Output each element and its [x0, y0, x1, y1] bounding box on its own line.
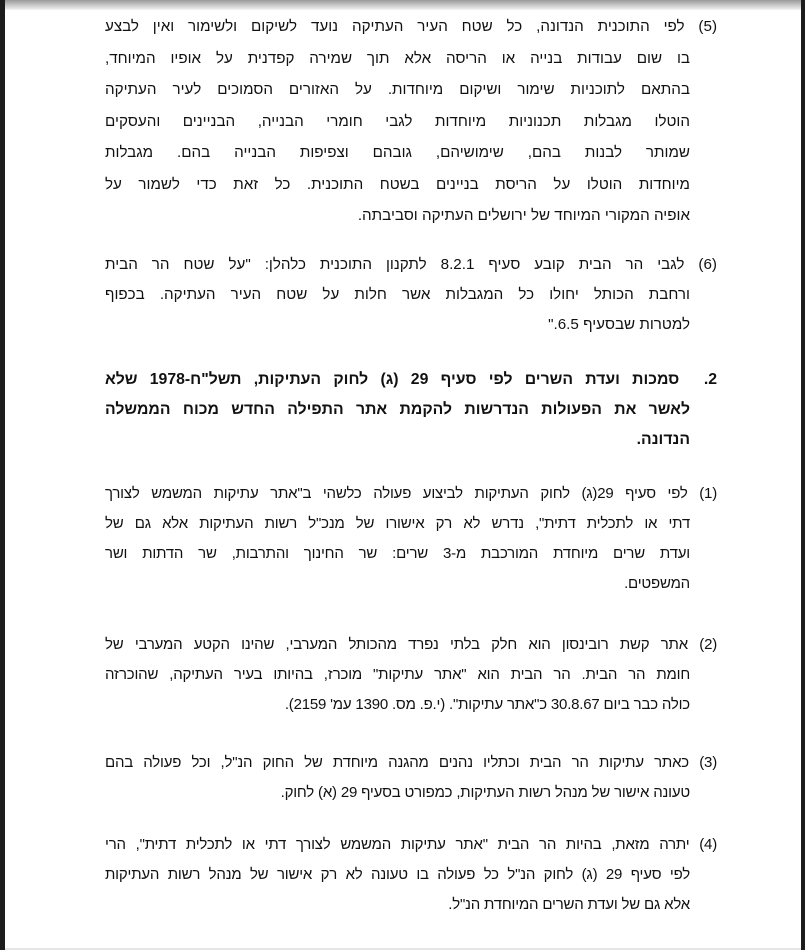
paragraph-line: חומת הר הבית. הר הבית הוא "אתר עתיקות" מוכרז, בהיותו בעיר העתיקה, שהוכרזה — [105, 666, 690, 683]
item-marker: (6) — [698, 256, 717, 273]
item-1 — [105, 479, 717, 599]
paragraph-line: (5) לפי התוכנית הנדונה, כל שטח העיר העתיקה נועד לשיקום ולשימור ואין לבצע — [105, 18, 717, 35]
paragraph-line: ורחבת הכותל יחולו כל המגבלות אשר חלות על שטח העיר העתיקה. בכפוף — [105, 286, 690, 303]
section-2-heading — [105, 365, 717, 455]
paragraph-line: המשפטים. — [624, 575, 690, 592]
section-number: 2. — [703, 371, 717, 388]
paragraph-line: טעונה אישור של מנהל רשות העתיקות, כמפורט בסעיף 29 (א) לחוק. — [280, 784, 690, 801]
paragraph-line: בו שום עבודות בנייה או הריסה אלא תוך שמירה קפדנית על אופיו המיוחד, — [105, 49, 690, 67]
paragraph-6 — [105, 250, 717, 340]
paragraph-line: מיוחדות הוטלו על הריסת בניינים בשטח התוכנית. כל זאת כדי לשמור על — [105, 175, 690, 193]
item-marker: (5) — [698, 18, 717, 35]
paragraph-line: בהתאם לתוכניות שימור ושיקום מיוחדות. על האזורים הסמוכים לעיר העתיקה — [105, 81, 690, 98]
paragraph-line: (6) לגבי הר הבית קובע סעיף 8.2.1 לתקנון התוכנית כלהלן: "על שטח הר הבית — [105, 256, 717, 273]
paragraph-line: כולה כבר ביום 30.8.67 כ"אתר עתיקות". (י.פ. מס. 1390 עמ' 2159). — [284, 696, 690, 713]
item-3 — [105, 748, 717, 808]
item-marker: (2) — [699, 636, 717, 653]
item-marker: (1) — [699, 485, 717, 502]
paragraph-line: שמותר לבנות בהם, שימושיהם, גובהם וצפיפות הבנייה בהם. מגבלות — [105, 144, 690, 161]
paragraph-line: הוטלו מגבלות תכנוניות מיוחדות לגבי חומרי הבנייה, הבניינים והעסקים — [105, 112, 690, 130]
paragraph-line: (1) לפי סעיף 29(ג) לחוק העתיקות לביצוע פעולה כלשהי ב"אתר עתיקות המשמש לצורך — [105, 485, 717, 502]
paragraph-line: אופיה המקורי המיוחד של ירושלים העתיקה וסביבתה. — [357, 207, 690, 224]
paragraph-line: ועדת שרים מיוחדת המורכבת מ-3 שרים: שר החינוך והתרבות, שר הדתות ושר — [105, 545, 690, 562]
heading-line: 2. סמכות ועדת השרים לפי סעיף 29 (ג) לחוק העתיקות, תשל"ח-1978 שלא — [105, 371, 717, 388]
paragraph-line: אלא גם של ועדת השרים המיוחדת הנ"ל. — [448, 896, 690, 913]
paragraph-line: דתי או לתכלית דתית", נדרש לא רק אישורו של מנכ"ל רשות העתיקות אלא גם של — [105, 515, 690, 532]
item-4 — [105, 830, 717, 920]
paragraph-line: לפי סעיף 29 (ג) לחוק הנ"ל כל פעולה בו טעונה לא רק אישור של מנהל רשות העתיקות — [105, 866, 690, 883]
heading-line: לאשר את הפעולות הנדרשות להקמת אתר התפילה החדש מכוח הממשלה — [105, 401, 690, 418]
item-marker: (4) — [699, 836, 717, 853]
paragraph-line: (2) אתר קשת רובינסון הוא חלק בלתי נפרד מהכותל המערבי, שהינו הקטע המערבי של — [105, 636, 717, 653]
paragraph-line: למטרות שבסעיף 6.5." — [548, 316, 690, 333]
item-2 — [105, 630, 717, 720]
item-marker: (3) — [699, 754, 717, 771]
paragraph-line: (3) כאתר עתיקות הר הבית וכתליו נהנים מהגנה מיוחדת של החוק הנ"ל, וכל פעולה בהם — [105, 754, 717, 771]
paragraph-5 — [105, 11, 717, 232]
heading-line: הנדונה. — [636, 431, 690, 448]
paragraph-line: (4) יתרה מזאת, בהיות הר הבית "אתר עתיקות המשמש לצורך דתי או לתכלית דתית", הרי — [105, 836, 717, 853]
